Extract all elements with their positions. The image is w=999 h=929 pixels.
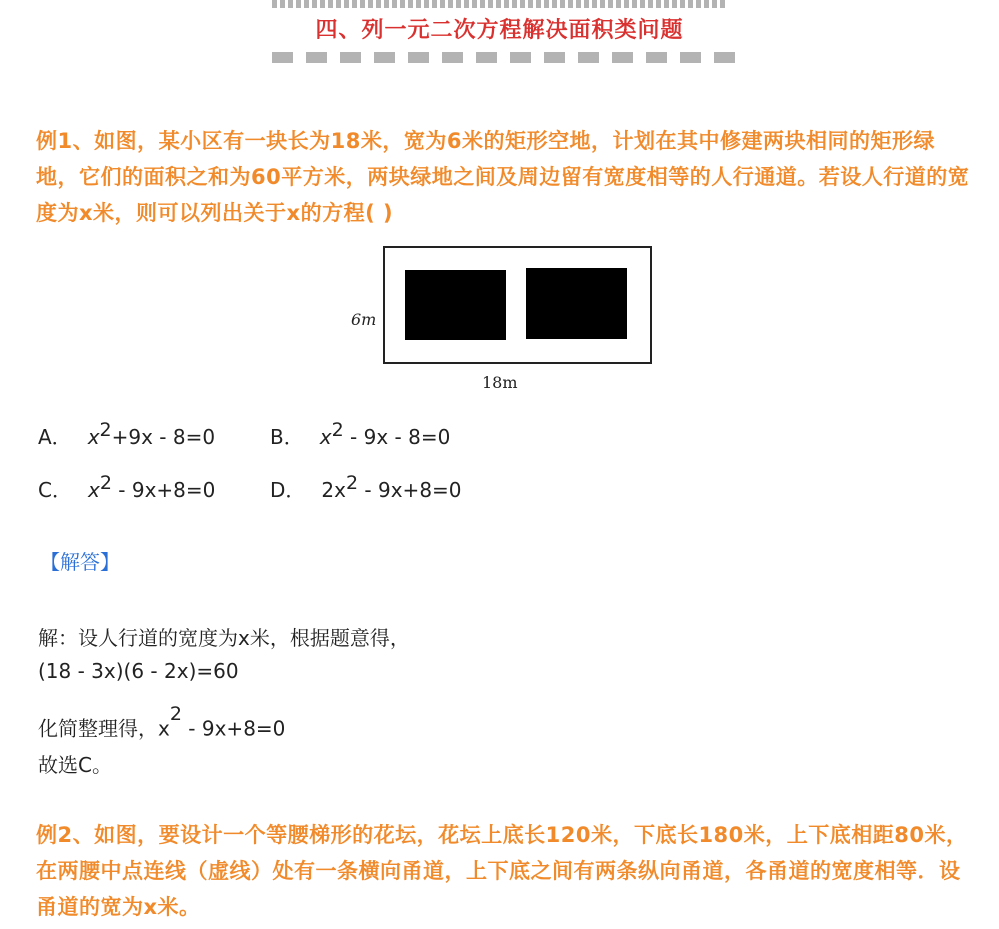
answer-line-3-prefix: 化简整理得，x (38, 716, 170, 741)
option-d-letter: D． (270, 478, 306, 502)
option-c-exp: 2 (99, 472, 112, 494)
right-green-plot (526, 268, 627, 339)
option-a-rest: +9x - 8=0 (111, 425, 216, 449)
width-label: 18m (482, 373, 518, 392)
option-a-letter: A． (38, 425, 72, 449)
answer-line-3 (38, 703, 286, 742)
option-d[interactable] (270, 474, 462, 503)
example1-figure (340, 240, 660, 400)
option-c[interactable] (38, 474, 215, 503)
section-title: 四、列一元二次方程解决面积类问题 (315, 18, 684, 43)
option-a-term: x (87, 425, 100, 449)
option-c-term: x (87, 478, 100, 502)
option-d-exp: 2 (345, 472, 359, 494)
option-b-rest: - 9x - 8=0 (343, 425, 451, 449)
example2-question: 例2、如图，要设计一个等腰梯形的花坛，花坛上底长120米，下底长180米，上下底相距80米，在两腰中点连线（虚线）处有一条横向甬道，上下底之间有两条纵向甬道，各甬道的宽度相等．设甬道的宽为x米。 (36, 823, 968, 919)
answer-line-2: (18 - 3x)(6 - 2x)=60 (38, 659, 239, 683)
option-b-exp: 2 (331, 419, 344, 441)
option-d-rest: - 9x+8=0 (358, 478, 462, 502)
answer-line-3-rest: - 9x+8=0 (181, 716, 286, 741)
option-a[interactable] (38, 421, 215, 450)
option-b-term: x (319, 425, 332, 449)
answer-line-1: 解：设人行道的宽度为x米，根据题意得， (38, 626, 410, 650)
example1-question: 例1、如图，某小区有一块长为18米，宽为6米的矩形空地，计划在其中修建两块相同的矩形绿地，它们的面积之和为60平方米，两块绿地之间及周边留有宽度相等的人行通道。若设人行道的宽度为x米，则可以列出关于x的方程( ) (36, 129, 970, 225)
answer-line-4: 故选C。 (38, 753, 112, 777)
title-top-border (272, 0, 732, 8)
option-b-letter: B． (270, 425, 304, 449)
option-b[interactable] (270, 421, 450, 450)
option-c-letter: C． (38, 478, 72, 502)
left-green-plot (405, 270, 506, 340)
answer-label: 【解答】 (40, 550, 120, 574)
title-bottom-border (272, 52, 735, 63)
answer-line-3-exp: 2 (169, 703, 182, 725)
height-label: 6m (351, 310, 377, 329)
option-a-exp: 2 (99, 419, 112, 441)
option-c-rest: - 9x+8=0 (111, 478, 216, 502)
option-d-term: 2x (321, 478, 346, 502)
